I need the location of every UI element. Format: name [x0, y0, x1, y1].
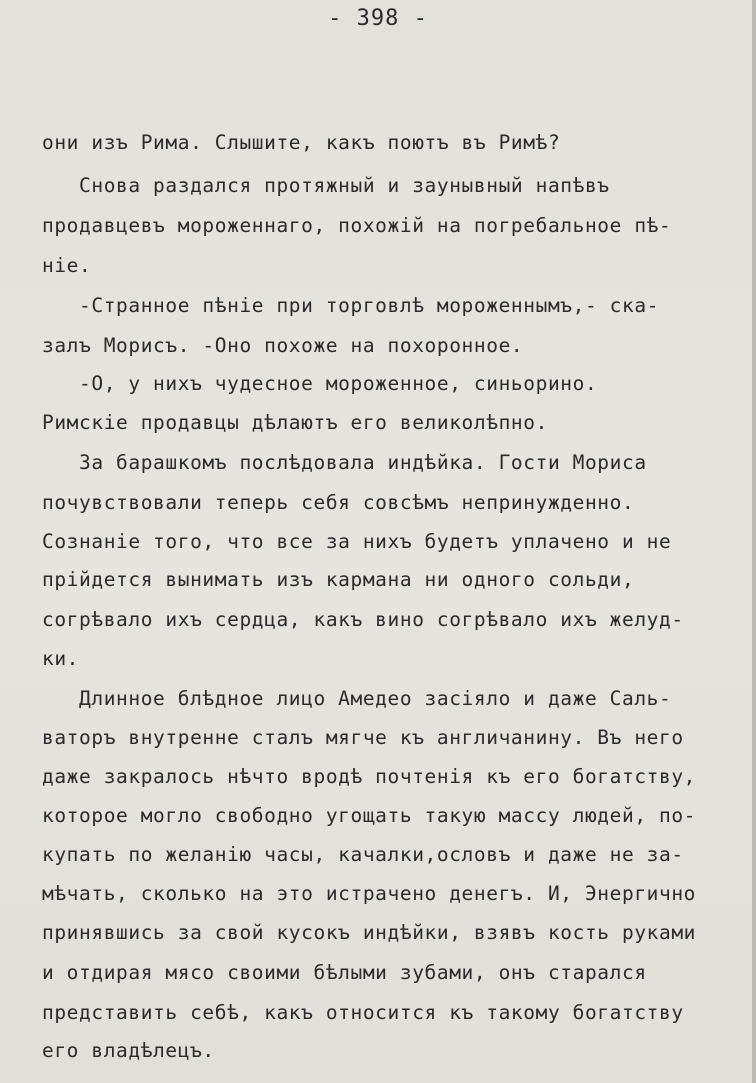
text-line: ніе.: [42, 254, 92, 277]
text-line: залъ Морисъ. -Оно похоже на похоронное.: [42, 334, 524, 357]
text-line: купать по желанію часы, качалки,ословъ и даже не за-: [42, 843, 684, 866]
text-line: -Странное пѣніе при торговлѣ мороженнымъ,- ска-: [42, 294, 659, 317]
text-line: Длинное блѣдное лицо Амедео засіяло и даже Саль-: [42, 687, 672, 710]
page-edge: [752, 0, 756, 1083]
text-line: -О, у нихъ чудесное мороженное, синьорино.: [42, 372, 598, 395]
text-line: которое могло свободно угощать такую массу людей, по-: [42, 804, 697, 827]
text-line: продавцевъ мороженнаго, похожій на погребальное пѣ-: [42, 214, 672, 237]
text-line: и отдирая мясо своими бѣлыми зубами, онъ старался: [42, 961, 647, 984]
text-line: За барашкомъ послѣдовала индѣйка. Гости Мориса: [42, 451, 647, 474]
text-line: ваторъ внутренне сталъ мягче къ англичанину. Въ него: [42, 726, 684, 749]
text-line: ки.: [42, 647, 80, 670]
text-line: Сознаніе того, что все за нихъ будетъ уплачено и не: [42, 530, 672, 553]
text-line: принявшись за свой кусокъ индѣйки, взявъ кость руками: [42, 921, 697, 944]
text-line: прійдется вынимать изъ кармана ни одного сольди,: [42, 568, 635, 591]
text-line: его владѣлецъ.: [42, 1039, 215, 1062]
text-line: представить себѣ, какъ относится къ такому богатству: [42, 1001, 684, 1024]
page-number: - 398 -: [328, 6, 428, 31]
text-line: они изъ Рима. Слышите, какъ поютъ въ Римѣ?: [42, 131, 561, 154]
text-line: даже закралось нѣчто вродѣ почтенія къ его богатству,: [42, 765, 697, 788]
text-line: мѣчать, сколько на это истрачено денегъ. И, Энергично: [42, 882, 697, 905]
text-line: Снова раздался протяжный и заунывный напѣвъ: [42, 174, 610, 197]
text-line: согрѣвало ихъ сердца, какъ вино согрѣвало ихъ желуд-: [42, 608, 684, 631]
text-line: Римскіе продавцы дѣлаютъ его великолѣпно.: [42, 411, 548, 434]
text-line: почувствовали теперь себя совсѣмъ непринужденно.: [42, 491, 635, 514]
